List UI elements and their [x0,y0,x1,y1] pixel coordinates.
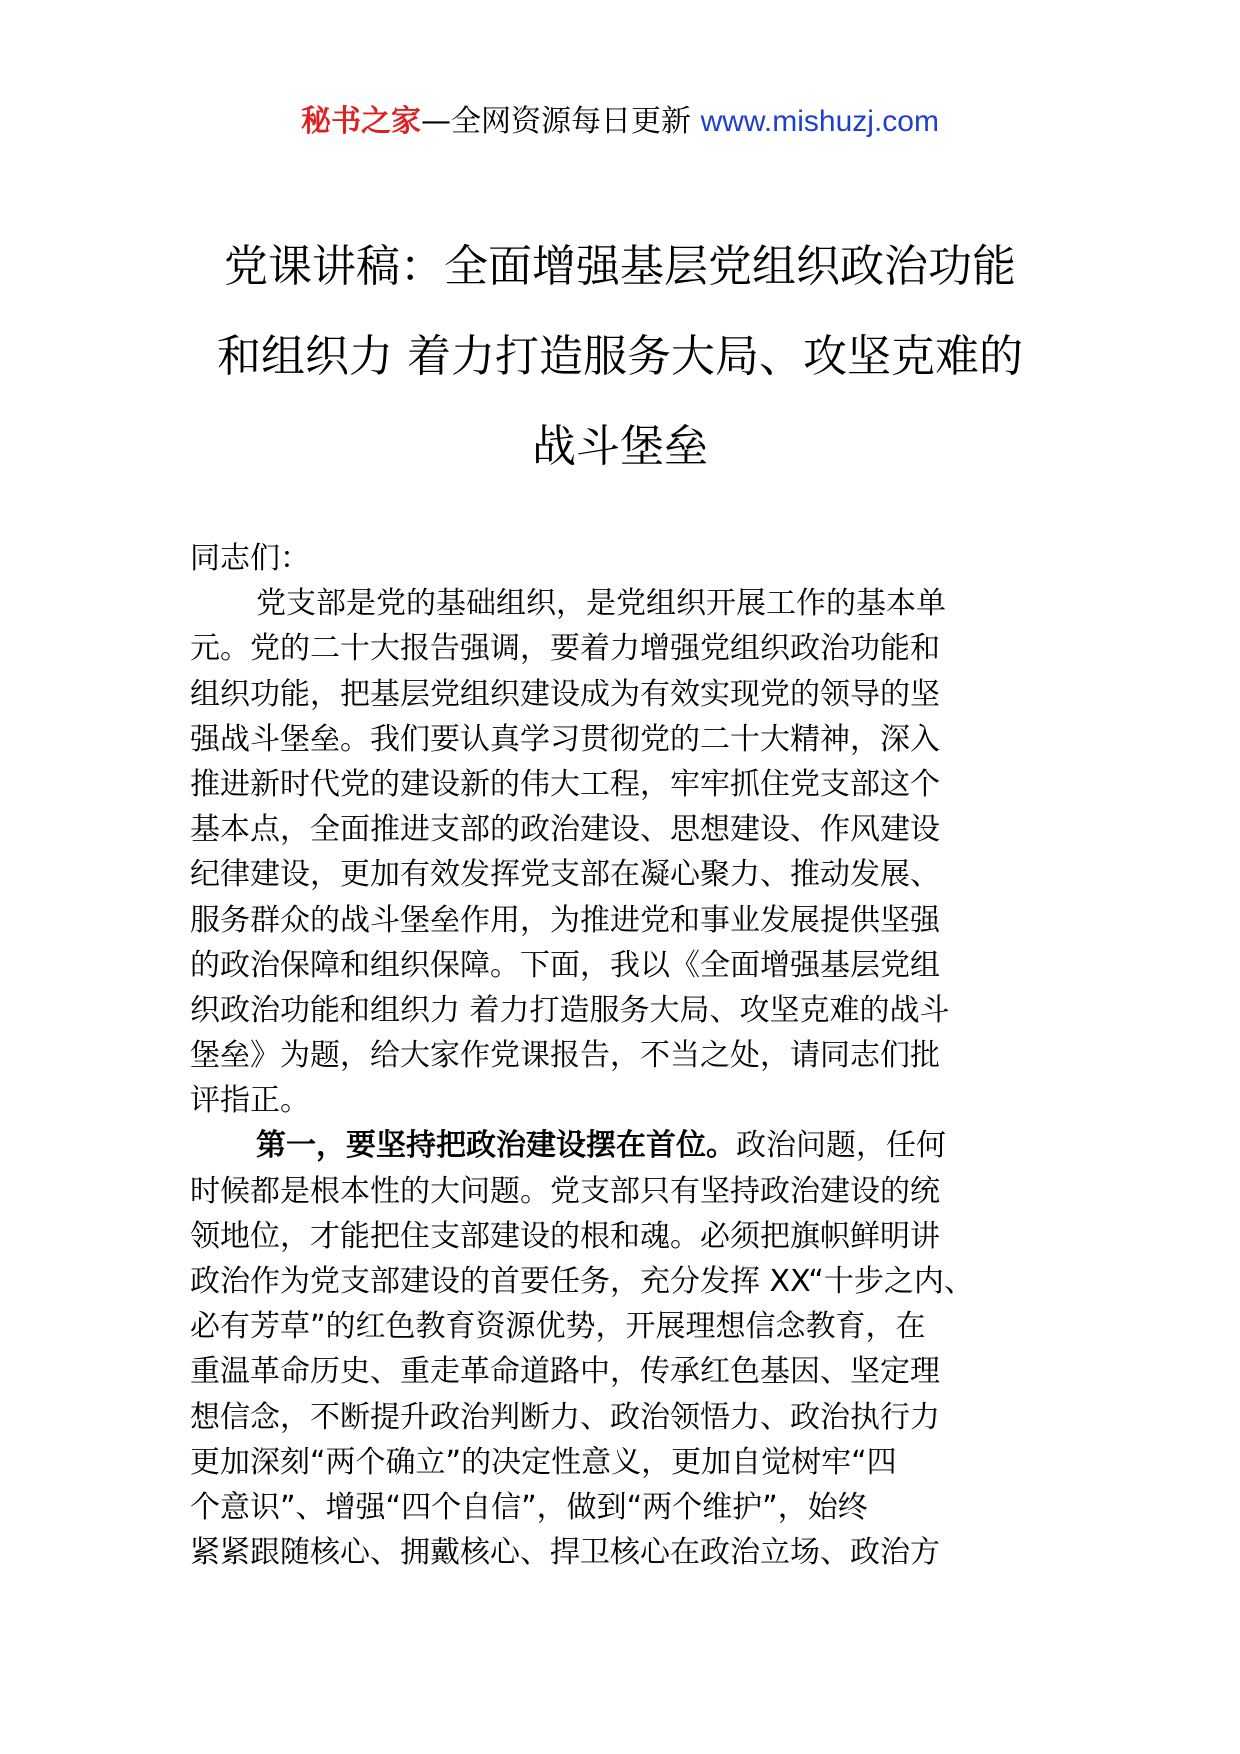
text-line: 政治作为党支部建设的首要任务，充分发挥 XX“十步之内、 [190,1264,974,1299]
text-line: 服务群众的战斗堡垒作用，为推进党和事业发展提供坚强 [190,902,940,938]
document-title [160,222,1080,492]
text-run: 政治问题，任何 [736,1128,946,1164]
text-line: 评指正。 [190,1083,310,1119]
text-line: 织政治功能和组织力 着力打造服务大局、攻坚克难的战斗 [190,992,950,1028]
text-line: 时候都是根本性的大问题。党支部只有坚持政治建设的统 [190,1173,940,1209]
document-body [190,536,1080,1575]
site-banner [0,100,1240,144]
text-line: 个意识”、增强“四个自信”，做到“两个维护”，始终 [190,1489,868,1525]
text-line [190,1123,1080,1168]
title-line: 党课讲稿：全面增强基层党组织政治功能 [224,241,1016,292]
site-brand: 秘书之家 [301,104,422,139]
paragraph-political-building [190,1123,1080,1575]
text-line: 堡垒》为题，给大家作党课报告，不当之处，请同志们批 [190,1038,940,1074]
paragraph-intro [190,581,1080,1123]
title-line: 战斗堡垒 [532,421,708,472]
text-line: 纪律建设，更加有效发挥党支部在凝心聚力、推动发展、 [190,857,940,893]
text-line: 基本点，全面推进支部的政治建设、思想建设、作风建设 [190,812,940,848]
text-line: 更加深刻“两个确立”的决定性意义，更加自觉树牢“四 [190,1444,897,1480]
text-line: 想信念，不断提升政治判断力、政治领悟力、政治执行力 [190,1399,940,1435]
site-slogan: —全网资源每日更新 [421,104,701,139]
text-line: 重温革命历史、重走革命道路中，传承红色基因、坚定理 [190,1354,940,1390]
text-line: 强战斗堡垒。我们要认真学习贯彻党的二十大精神，深入 [190,721,940,757]
text-line: 党支部是党的基础组织，是党组织开展工作的基本单 [256,586,946,622]
text-line: 必有芳草”的红色教育资源优势，开展理想信念教育，在 [190,1309,926,1345]
text-line: 组织功能，把基层党组织建设成为有效实现党的领导的坚 [190,676,940,712]
text-line: 推进新时代党的建设新的伟大工程，牢牢抓住党支部这个 [190,766,940,802]
title-line: 和组织力 着力打造服务大局、攻坚克难的 [217,331,1023,382]
section-heading: 第一，要坚持把政治建设摆在首位。 [256,1128,736,1164]
text-line: 领地位，才能把住支部建设的根和魂。必须把旗帜鲜明讲 [190,1218,940,1254]
text-line: 元。党的二十大报告强调，要着力增强党组织政治功能和 [190,631,940,667]
salutation: 同志们： [190,541,310,576]
text-line: 紧紧跟随核心、拥戴核心、捍卫核心在政治立场、政治方 [190,1535,940,1571]
text-line: 的政治保障和组织保障。下面，我以《全面增强基层党组 [190,947,940,983]
site-url-link[interactable]: www.mishuzj.com [700,105,939,138]
